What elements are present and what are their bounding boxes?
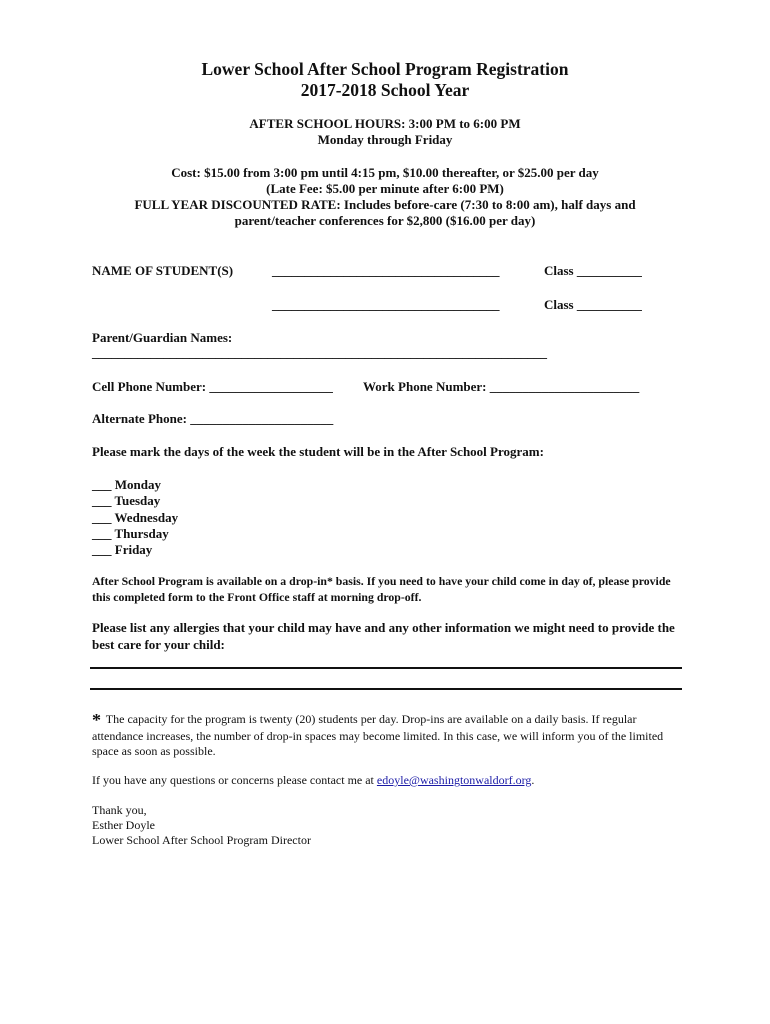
class-field-1[interactable]: Class __________ — [544, 263, 642, 278]
signer-name: Esther Doyle — [92, 818, 155, 832]
late-fee-line: (Late Fee: $5.00 per minute after 6:00 PM) — [266, 181, 504, 196]
hours-line: AFTER SCHOOL HOURS: 3:00 PM to 6:00 PM — [249, 116, 521, 131]
contact-email-link[interactable]: edoyle@washingtonwaldorf.org — [376, 773, 532, 787]
allergy-line-1[interactable] — [90, 667, 682, 669]
day-wednesday-checkbox[interactable]: ___ Wednesday — [92, 510, 179, 525]
discount-rate-line: FULL YEAR DISCOUNTED RATE: Includes before-care (7:30 to 8:00 am), half days and — [134, 197, 636, 212]
work-phone-field[interactable]: Work Phone Number: _______________________ — [363, 379, 640, 394]
contact-line — [92, 773, 682, 789]
asterisk-mark: * — [92, 710, 101, 730]
allergy-prompt: Please list any allergies that your child may have and any other information we might need to provide the best care for your child: — [92, 620, 675, 652]
capacity-note-text: The capacity for the program is twenty (20) students per day. Drop-ins are available on a daily basis. If regular attendance increases, the number of drop-in spaces may become limited. In this case, we will inform you of the limited space as soon as possible. — [92, 712, 664, 758]
alternate-phone-field[interactable]: Alternate Phone: ______________________ — [92, 411, 334, 426]
discount-rate-detail: parent/teacher conferences for $2,800 ($16.00 per day) — [234, 213, 536, 228]
dropin-note: After School Program is available on a drop-in* basis. If you need to have your child come in day of, please provide this completed form to the Front Office staff at morning drop-off. — [92, 574, 671, 604]
day-tuesday-checkbox[interactable]: ___ Tuesday — [92, 493, 161, 508]
day-monday-checkbox[interactable]: ___ Monday — [92, 477, 161, 492]
capacity-note — [92, 712, 682, 760]
contact-prefix: If you have any questions or concerns please contact me at — [92, 773, 377, 787]
cost-line: Cost: $15.00 from 3:00 pm until 4:15 pm, $10.00 thereafter, or $25.00 per day — [171, 165, 599, 180]
day-friday-checkbox[interactable]: ___ Friday — [92, 542, 153, 557]
parent-names-field[interactable]: ______________________________________________________________________ — [92, 345, 547, 360]
days-prompt: Please mark the days of the week the student will be in the After School Program: — [92, 444, 544, 459]
parent-names-label: Parent/Guardian Names: — [92, 330, 233, 345]
student-name-label: NAME OF STUDENT(S) — [92, 263, 234, 278]
school-year-title: 2017-2018 School Year — [300, 80, 470, 100]
days-line: Monday through Friday — [317, 132, 453, 147]
signoff: Thank you, — [92, 803, 147, 817]
day-thursday-checkbox[interactable]: ___ Thursday — [92, 526, 169, 541]
contact-suffix: . — [531, 773, 535, 787]
student-name-field-2[interactable]: ___________________________________ — [272, 297, 500, 312]
form-title: Lower School After School Program Registration — [201, 59, 569, 79]
signer-title: Lower School After School Program Director — [92, 833, 311, 847]
student-name-field-1[interactable]: ___________________________________ — [272, 263, 500, 278]
allergy-line-2[interactable] — [90, 688, 682, 690]
cell-phone-field[interactable]: Cell Phone Number: ___________________ — [92, 379, 333, 394]
class-field-2[interactable]: Class __________ — [544, 297, 642, 312]
